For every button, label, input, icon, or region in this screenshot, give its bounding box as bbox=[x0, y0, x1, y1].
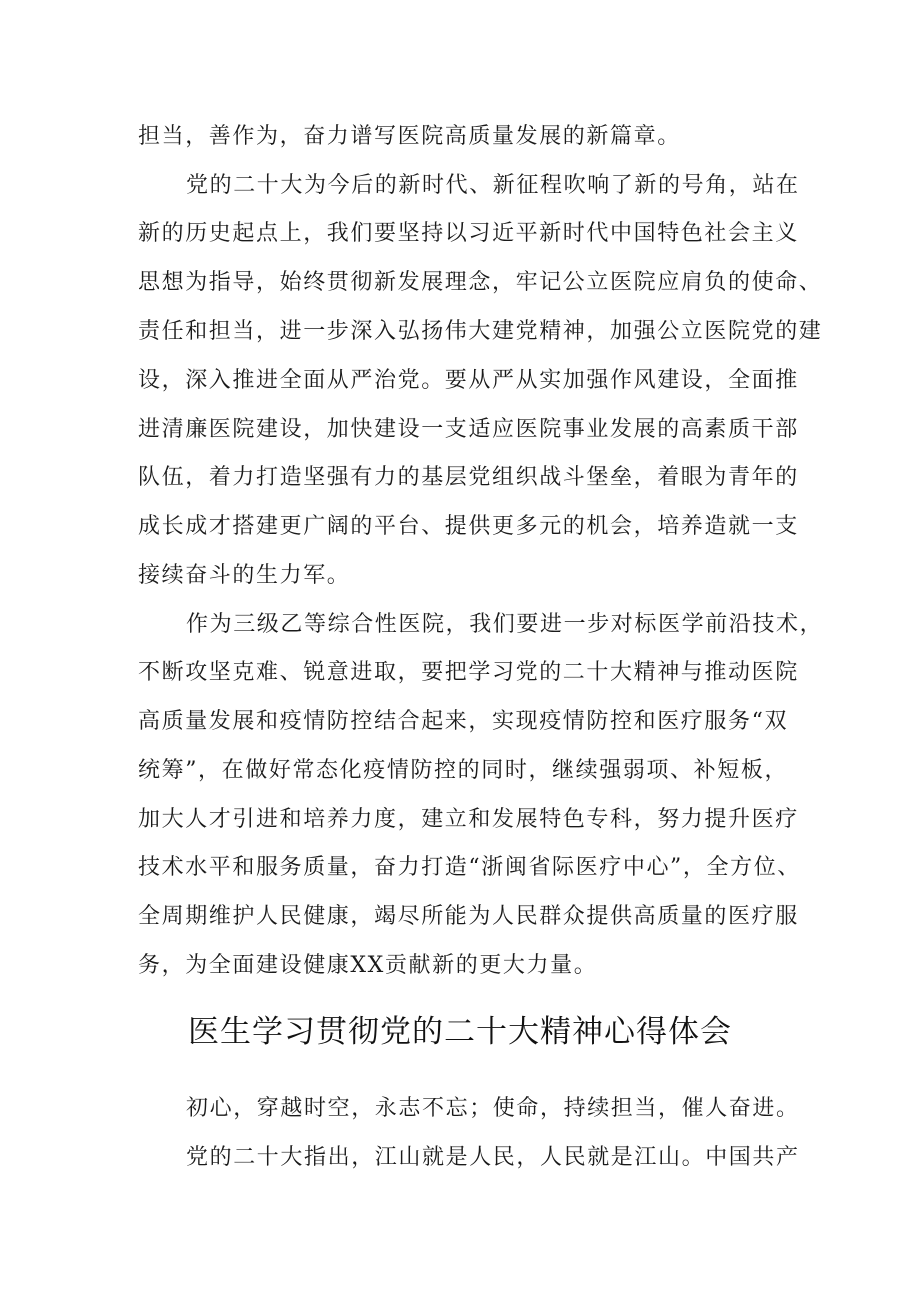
text-line: 高质量发展和疫情防控结合起来，实现疫情防控和医疗服务“双 bbox=[138, 709, 789, 734]
text-line: 成长成才搭建更广阔的平台、提供更多元的机会，培养造就一支 bbox=[138, 514, 799, 539]
text-line: 务，为全面建设健康XX贡献新的更大力量。 bbox=[138, 953, 598, 978]
paragraph-start: 初心，穿越时空，永志不忘；使命，持续担当，催人奋进。 bbox=[186, 1096, 800, 1121]
text-line: 设，深入推进全面从严治党。要从严从实加强作风建设，全面推 bbox=[138, 368, 799, 393]
text-line: 队伍，着力打造坚强有力的基层党组织战斗堡垒，着眼为青年的 bbox=[138, 465, 799, 490]
text-line: 全周期维护人民健康，竭尽所能为人民群众提供高质量的医疗服 bbox=[138, 904, 799, 929]
text-line: 新的历史起点上，我们要坚持以习近平新时代中国特色社会主义 bbox=[138, 221, 799, 246]
text-line: 思想为指导，始终贯彻新发展理念，牢记公立医院应肩负的使命、 bbox=[138, 270, 823, 295]
text-line: 责任和担当，进一步深入弘扬伟大建党精神，加强公立医院党的建 bbox=[138, 319, 823, 344]
paragraph-start: 党的二十大为今后的新时代、新征程吹响了新的号角，站在 bbox=[186, 173, 800, 198]
paragraph-start: 作为三级乙等综合性医院，我们要进一步对标医学前沿技术， bbox=[186, 612, 824, 637]
text-line: 接续奋斗的生力军。 bbox=[138, 563, 351, 588]
text-line: 进清廉医院建设，加快建设一支适应医院事业发展的高素质干部 bbox=[138, 417, 799, 442]
paragraph-start: 党的二十大指出，江山就是人民，人民就是江山。中国共产 bbox=[186, 1145, 800, 1170]
text-line: 担当，善作为，奋力谱写医院高质量发展的新篇章。 bbox=[138, 124, 681, 149]
article-title: 医生学习贯彻党的二十大精神心得体会 bbox=[188, 1014, 732, 1050]
text-line: 加大人才引进和培养力度，建立和发展特色专科，努力提升医疗 bbox=[138, 807, 799, 832]
text-line: 统筹”，在做好常态化疫情防控的同时，继续强弱项、补短板， bbox=[138, 758, 789, 783]
text-line: 技术水平和服务质量，奋力打造“浙闽省际医疗中心”，全方位、 bbox=[138, 855, 801, 880]
text-line: 不断攻坚克难、锐意进取，要把学习党的二十大精神与推动医院 bbox=[138, 660, 799, 685]
